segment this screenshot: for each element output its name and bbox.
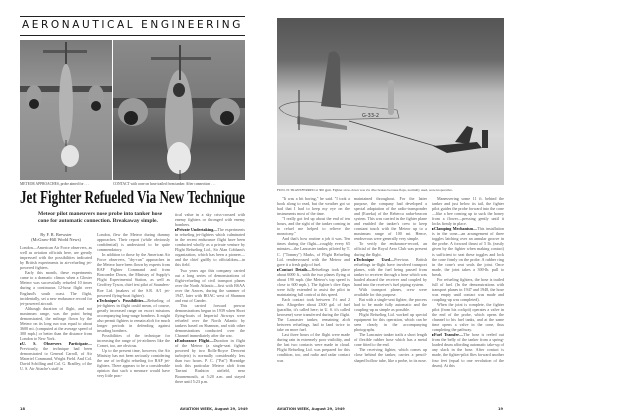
paragraph: And that's how routine a job it was. Ten times during the flight—roughly every 65 minutes—the Lancaster tanker, piloted by T. C. ("Tommy") Marks, of Flight Refueling Ltd. rendezvoused with the Meteor and gave it a fresh gulp of fuel. bbox=[277, 236, 350, 267]
paragraph: London—American Air Force observers, as well as aviation officials here, are greatly impressed with the possibilities indicated by British experiments in air-refueling jet-powered fighters. bbox=[20, 245, 92, 271]
aircraft-marking: G-33-2 bbox=[362, 113, 380, 119]
footer-magazine-left: AVIATION WEEK, August 29, 1949 bbox=[180, 407, 248, 411]
paragraph: ▸Private Undertaking—The experiments in refueling jet-fighters which culminated in the recent endurance flight have been conducted wholly as a private venture by Flight Refueling Ltd., Sir Alan Cobham's organization, which has been a pioneer—and the chief gadfly to officialdom—in this field. bbox=[175, 227, 245, 268]
paragraph: The Lancaster tanker trails a short length of flexible rubber hose which has a metal cone fitted to the end. bbox=[354, 332, 427, 348]
caption-contact: CONTACT with cone on hose trailed from tanker. After connection . . . bbox=[113, 182, 216, 186]
paragraph: Two years ago this company carried out a long series of demonstrations of flight-refueling of civil transport planes over the North Atlantic—first with BSAA over the Azores, during the summer of 1947, later with BOAC west of Shannon and east of Gander. bbox=[175, 267, 245, 303]
paragraph: Maneuvering some 11 ft. behind the tanker and just below its tail, the fighter pilot guides the probe forward into the cone—like a bee coming up to suck the honey from a flower—pressing gently until it locks firmly in place. bbox=[432, 196, 504, 227]
column-6 bbox=[432, 196, 504, 404]
paragraph: For refueling fighters, the hose is trailed full of fuel. (In the demonstrations with transport planes in 1947 and 1948, the hose was empty until contact was made and coupling-up was completed). bbox=[432, 276, 504, 302]
photo-meteor-approaches bbox=[20, 40, 112, 180]
paragraph: ▸Endurance Flight—Duration in flight of the Meteor (a single-seat fighter powered by two Rolls-Royce Derwent turbojets) is normally considerably less than two hours. P. C. ("Pat") Hornidge took this particular Meteor aloft from Tarrant Rushton airfield, near Bournemouth, at 5:20 a.m. and stayed there until 5:23 p.m. bbox=[175, 338, 245, 384]
column-2 bbox=[97, 232, 170, 404]
paragraph: Possibilities of the technique for increasing the range of jet-airliners like the Comet, too, are obvious. bbox=[97, 332, 170, 349]
paragraph: maintained throughout. For the latter purpose, the company had developed a special adaptation of the radio-transponder and (Eureka) of the Rebecca radar-beacon system. This was carried in the fighter plane and enabled the tanker's crew to keep constant touch with the Meteor up to a maximum range of 100 mi. Hence, rendezvous were generally very simple. bbox=[354, 196, 427, 242]
byline-org: (McGraw-Hill World News) bbox=[31, 237, 81, 243]
paragraph: This carried forward prewar demonstrations begun in 1939 when Short flying-boats of Imperial Airways were refueled over the North Atlantic by tankers based on Shannon, and with other demonstrations conducted over the Channel immediately after the war. bbox=[175, 302, 245, 339]
paragraph: "I really got fed up about the end of ten hours, and the sight of the tanker coming in to refuel me helped to relieve the monotony." bbox=[277, 216, 350, 237]
section-title: AERONAUTICAL ENGINEERING bbox=[22, 19, 243, 31]
column-5 bbox=[354, 196, 427, 404]
paragraph: Each contact took between 1½ and 2 min. Altogether about 2300 gal. of fuel (paraffin, it's called here; in U. S. it's called kerosene) were transferred during the flight. The Lancaster tanker, remaining aloft between refuelings, had to land twice to take on more fuel. bbox=[277, 296, 350, 333]
paragraph: ▸Clamping Mechanism—This installation is in the cone—an arrangement of three toggles latching over an annular groove in the probe. A forward thrust of 5 lb. (easily given by the fighter when making contact) is sufficient to seat these toggles and lock the cone firmly on the probe. A rubber ring in the cone's seat seals the joint. Once made, the joint takes a 300-lb. pull to break. bbox=[432, 226, 504, 277]
column-3 bbox=[175, 212, 245, 404]
footer-magazine-right: AVIATION WEEK, August 29, 1949 bbox=[277, 407, 345, 411]
paragraph: To verify the endurance-record, an official of the Royal Aero Club was present during the flight. bbox=[354, 241, 427, 257]
column-4 bbox=[277, 196, 350, 404]
paragraph: ▸Technique's Possibilities—Refueling of jet-fighters in flight could mean, of course, greatly increased range on escort missions accompanying long-range bombers. It might also permit fighters to remain aloft for much longer periods in defending against invading bombers. bbox=[97, 297, 170, 333]
paragraph: In addition to those by the American Air Force observers, "dry-run" approaches in the Meteor have been flown by experts from RAF Fighter Command and from Boscombe Down, the Ministry of Supply's Flight Experimental Station, as well as Geoffrey Tyson, chief test pilot of Saunders-Roe Ltd. (makers of the S.R. A/1 jet-powered flying-boat fighter). bbox=[97, 252, 170, 298]
paragraph: Although duration of flight, and not maximum range, was the point being demonstrated, the mileage flown by the Meteor on its long run was equal to about 3600 mi. (computed at the average speed of 300 mph.) or better than the distance from London to New York. bbox=[20, 305, 92, 341]
photo-contact bbox=[113, 40, 245, 180]
headline: Jet Fighter Refueled Via New Technique bbox=[20, 187, 245, 207]
byline: By F. R. Brewster bbox=[40, 232, 72, 237]
deck: Meteor pilot maneuvers nose probe into tanker hose cone for automatic connection. Breakaway simple. bbox=[38, 211, 163, 224]
paragraph: Up to the present time, however, the Air Ministry has not been seriously considering the use of in-flight refueling for RAF jet-fighters. There appears to be a considerable opinion that such a measure would have very little prac- bbox=[97, 348, 170, 379]
paragraph: ▸Fuel Transfer—The hose is reeled out from the belly of the tanker from a spring-loaded drum affording automatic take-up of any slack in the hose. After contact is made, the fighter-pilot flies forward another four feet (equal to one revolution of the drum). At this bbox=[432, 332, 504, 368]
paragraph: Flight Refueling Ltd. worked up special equipment for this operation, which can be seen clearly in the accompanying photographs. bbox=[354, 312, 427, 333]
page-number-left: 18 bbox=[20, 407, 26, 411]
paragraph: "It was a bit boring," he said. "I took a book along to read, but the weather got so bad that I had to keep my eye on the instruments most of the time. bbox=[277, 196, 350, 217]
paragraph: But with a single-seat fighter, the process had to be made fully automatic and the coupling-up as simple as possible. bbox=[354, 296, 427, 313]
paragraph: With transport planes, crew were available for this purpose. bbox=[354, 286, 427, 297]
paragraph: ▸Contact Details—Refuelings took place about 6000 ft., with the two planes flying at about 190 mph. (the Meteor's top speed is close to 600 mph.). The fighter's dive flaps were fully extended to assist the pilot in maintaining full control at this speed. bbox=[277, 266, 350, 297]
paragraph: The receiving fighter, which comes up close behind the tanker, carries a pencil-shaped hollow tube, like a probe, in its nose. bbox=[354, 347, 427, 363]
paragraph: ▸Technique Used—Previous British refuelings in-flight have involved transport planes, with the fuel being passed from tanker to receiver through a hose which was hauled aboard the receiver and coupled by hand into the receiver's fuel piping system. bbox=[354, 256, 427, 287]
paragraph: Last three hours of the flight were made during rain in extremely poor visibility, and the last two contacts were made in cloud. Flight Refueling Ltd. was prepared for this condition, too, and radio and radar contact was bbox=[277, 332, 350, 363]
paragraph: London, flew the Meteor during dummy approaches. Their report (while obviously confidential) is understood to be quite commendatory. bbox=[97, 232, 170, 253]
page-number-right: 19 bbox=[498, 407, 504, 411]
paragraph: Early this month, these experiments came to a dramatic climax when a Gloster Meteor was successfully refueled 10 times during a continuous 12-hour flight over England's south coast. The flight, incidentally, set a new endurance record for jet-powered aircraft. bbox=[20, 270, 92, 306]
paragraph: tical value in a sky criss-crossed with enemy fighters or thronged with enemy bombers. bbox=[175, 212, 245, 228]
paragraph: When the joint is complete, the fighter pilot (from his cockpit) operates a valve in the end of the probe, which opens the channel to his fuel tanks, and at the same time opens a valve in the cone, thus completing the pathway. bbox=[432, 301, 504, 333]
paragraph: ▸U. S. Observers Participate—Previously, the technique had been demonstrated to General Carroll, of Air Materiel Command, Wright Field. And Col. David Schilling and Col. G. Bradley, of the U. S. Air Attache's staff in bbox=[20, 340, 92, 372]
photo-fuel-transfer bbox=[277, 18, 504, 185]
column-1 bbox=[20, 232, 92, 404]
caption-meteor: METEOR APPROACHES, probe aimed for . . . bbox=[20, 182, 89, 186]
caption-fuel: FUEL IS TRANSFERRED at 300 gpm. Fighter slow-down was via dive brakes because flaps, normally used, were inoperative. bbox=[277, 188, 453, 192]
